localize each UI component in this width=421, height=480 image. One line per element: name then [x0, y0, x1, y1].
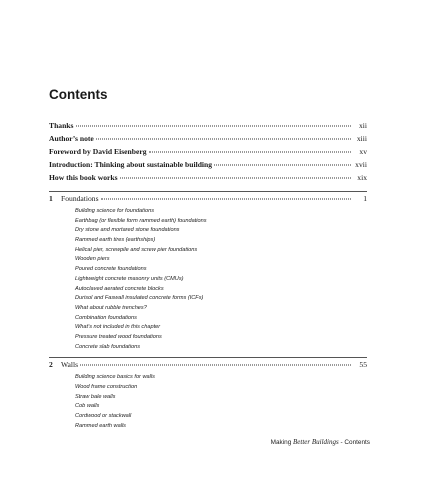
- section-entry[interactable]: Rammed earth tires (earthships): [75, 237, 156, 244]
- section-entry[interactable]: Earthbag (or flexible form rammed earth) foundations: [75, 217, 207, 224]
- chapter-entry[interactable]: [49, 194, 367, 207]
- toc-entry[interactable]: [49, 121, 367, 134]
- dot-leader: [96, 139, 351, 140]
- toc-entry-title: Introduction: Thinking about sustainable building: [49, 160, 213, 169]
- toc-entry-title: Thanks: [49, 121, 74, 130]
- section-entry[interactable]: Wooden piers: [75, 256, 110, 263]
- chapter-section-list: [75, 207, 367, 352]
- dot-leader: [76, 126, 352, 127]
- toc-entry-page: xiii: [356, 134, 367, 143]
- toc-entry-title: How this book works: [49, 173, 118, 182]
- chapter-page: 1: [363, 194, 367, 203]
- dot-leader: [214, 165, 351, 166]
- toc-entry[interactable]: [49, 147, 367, 160]
- toc-entry[interactable]: [49, 134, 367, 147]
- section-entry[interactable]: Combination foundations: [75, 314, 137, 321]
- section-entry[interactable]: Cob walls: [75, 403, 100, 410]
- section-entry[interactable]: Wood frame construction: [75, 384, 138, 390]
- section-entry[interactable]: Building science basics for walls: [75, 374, 155, 381]
- section-entry[interactable]: Autoclaved aerated concrete blocks: [75, 285, 164, 292]
- section-entry[interactable]: Durisol and Faswall insulated concrete forms (ICFs): [75, 295, 204, 302]
- toc-entry-page: xvii: [355, 160, 367, 169]
- toc-entry-page: xv: [359, 147, 367, 156]
- table-of-contents: [49, 121, 367, 431]
- section-entry[interactable]: Helical pier, screwpile and screw pier foundations: [75, 246, 198, 253]
- chapter-title: Foundations: [61, 194, 99, 203]
- section-entry[interactable]: Straw bale walls: [75, 393, 116, 400]
- footer-book-title: Better Buildings: [293, 438, 339, 446]
- toc-entry-page: xix: [357, 173, 367, 182]
- section-divider: [49, 357, 367, 358]
- page-title: Contents: [49, 87, 108, 102]
- toc-entry-page: xii: [358, 121, 367, 130]
- section-entry[interactable]: Lightweight concrete masonry units (CMUs): [75, 275, 184, 282]
- toc-entry-title: Foreword by David Eisenberg: [49, 147, 147, 156]
- chapter-number: 1: [49, 194, 53, 203]
- section-entry[interactable]: What about rubble trenches?: [75, 304, 147, 311]
- dot-leader: [101, 199, 351, 200]
- section-entry[interactable]: Cordwood or stackwall: [75, 413, 132, 420]
- section-entry[interactable]: Building science for foundations: [75, 208, 154, 214]
- section-divider: [49, 191, 367, 192]
- front-matter-list: [49, 121, 367, 186]
- section-entry[interactable]: What’s not included in this chapter: [75, 324, 161, 331]
- chapter-section-list: [75, 373, 367, 431]
- section-entry[interactable]: Dry stone and mortared stone foundations: [75, 227, 180, 234]
- chapter-page: 55: [359, 360, 367, 370]
- toc-entry[interactable]: [49, 173, 367, 186]
- dot-leader: [149, 152, 351, 153]
- section-entry[interactable]: Rammed earth walls: [75, 422, 126, 429]
- chapter-list: [49, 191, 367, 431]
- toc-entry-title: Author’s note: [49, 134, 94, 143]
- chapter-title: Walls: [61, 360, 79, 370]
- running-footer: [271, 438, 370, 446]
- footer-suffix: - Contents: [338, 439, 370, 446]
- footer-prefix: Making: [270, 439, 294, 446]
- chapter-entry[interactable]: [49, 360, 367, 373]
- section-entry[interactable]: Concrete slab foundations: [75, 343, 140, 350]
- chapter-number: 2: [49, 360, 53, 370]
- section-entry[interactable]: Pressure treated wood foundations: [75, 333, 162, 340]
- dot-leader: [80, 365, 351, 366]
- toc-entry[interactable]: [49, 160, 367, 173]
- section-entry[interactable]: Poured concrete foundations: [75, 266, 147, 273]
- dot-leader: [120, 178, 351, 179]
